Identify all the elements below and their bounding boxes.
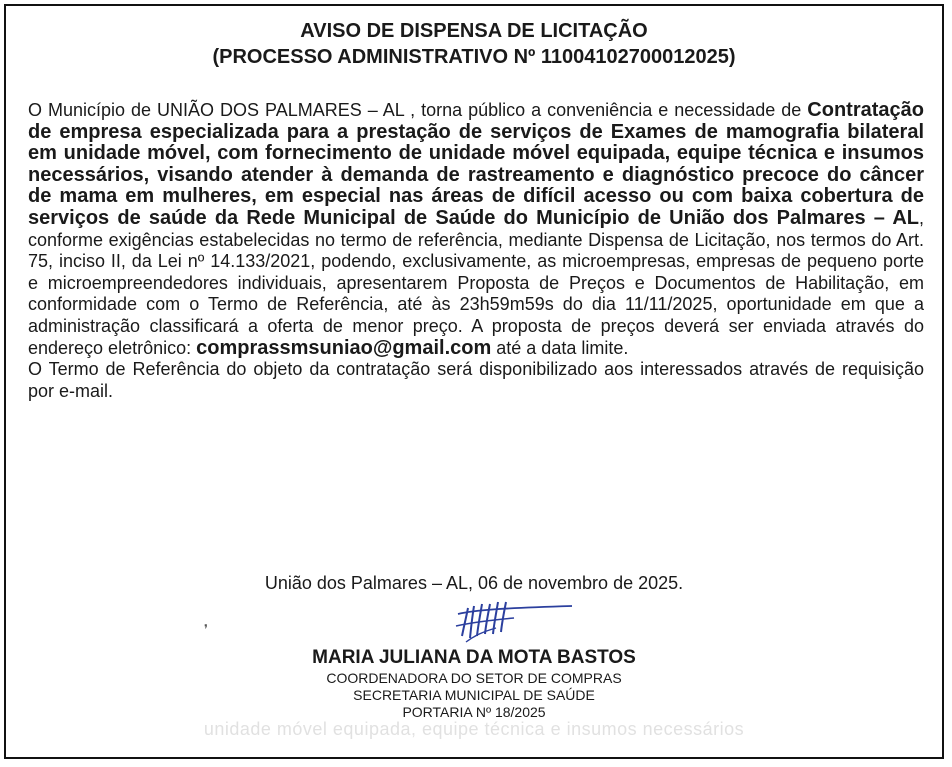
notice-frame xyxy=(4,4,944,759)
conditions-text: , conforme exigências estabelecidas no termo de referência, mediante Dispensa de Licitação, nos termos do Art. 75, inciso II, da Lei nº 14.133/2021, podendo, exclusivamente, as microempresas, empresas de pequeno porte e microempreendedores individuais, apresentarem Proposta de Preços e Documentos de Habilitação, em conformidade com o Termo de Referência, até às 23h59m59s do dia 11/11/2025, oportunidade em que a administração classificará a oferta de menor preço. A proposta de preços deverá ser enviada através do endereço eletrônico: xyxy=(28,207,924,358)
signer-department: SECRETARIA MUNICIPAL DE SAÚDE xyxy=(353,687,595,703)
signer-role: COORDENADORA DO SETOR DE COMPRAS xyxy=(326,670,622,686)
signer-ordinance: PORTARIA Nº 18/2025 xyxy=(402,704,546,720)
notice-body xyxy=(28,100,924,402)
notice-title: AVISO DE DISPENSA DE LICITAÇÃO xyxy=(300,20,648,42)
deadline-text: até a data limite. xyxy=(491,337,629,358)
contract-object: Contratação de empresa especializada para a prestação de serviços de Exames de mamografia bilateral em unidade móvel, com fornecimento de unidade móvel equipada, equipe técnica e insumos necessários, visando atender à demanda de rastreamento e diagnóstico precoce do câncer de mama em mulheres, em especial nas áreas de difícil acesso ou com baixa cobertura de serviços de saúde da Rede Municipal de Saúde do Município de União dos Palmares – AL xyxy=(28,99,924,229)
date-line: União dos Palmares – AL, 06 de novembro de 2025. xyxy=(264,573,684,593)
signer-block xyxy=(6,646,942,721)
notice-header xyxy=(6,18,942,70)
signer-name: MARIA JULIANA DA MOTA BASTOS xyxy=(312,647,636,668)
bleed-through-text: unidade móvel equipada, equipe técnica e insumos necessários xyxy=(203,719,745,739)
intro-text: O Município de UNIÃO DOS PALMARES – AL , torna público a conveniência e necessidade de xyxy=(28,100,808,120)
body-paragraph-1 xyxy=(28,100,924,359)
contact-email: comprassmsuniao@gmail.com xyxy=(196,336,492,359)
body-paragraph-2: O Termo de Referência do objeto da contratação será disponibilizado aos interessados através de requisição por e-mail. xyxy=(28,359,924,401)
stray-mark: ❜ xyxy=(204,622,208,636)
handwritten-signature xyxy=(444,596,584,648)
process-number: (PROCESSO ADMINISTRATIVO Nº 11004102700012025) xyxy=(212,46,736,68)
